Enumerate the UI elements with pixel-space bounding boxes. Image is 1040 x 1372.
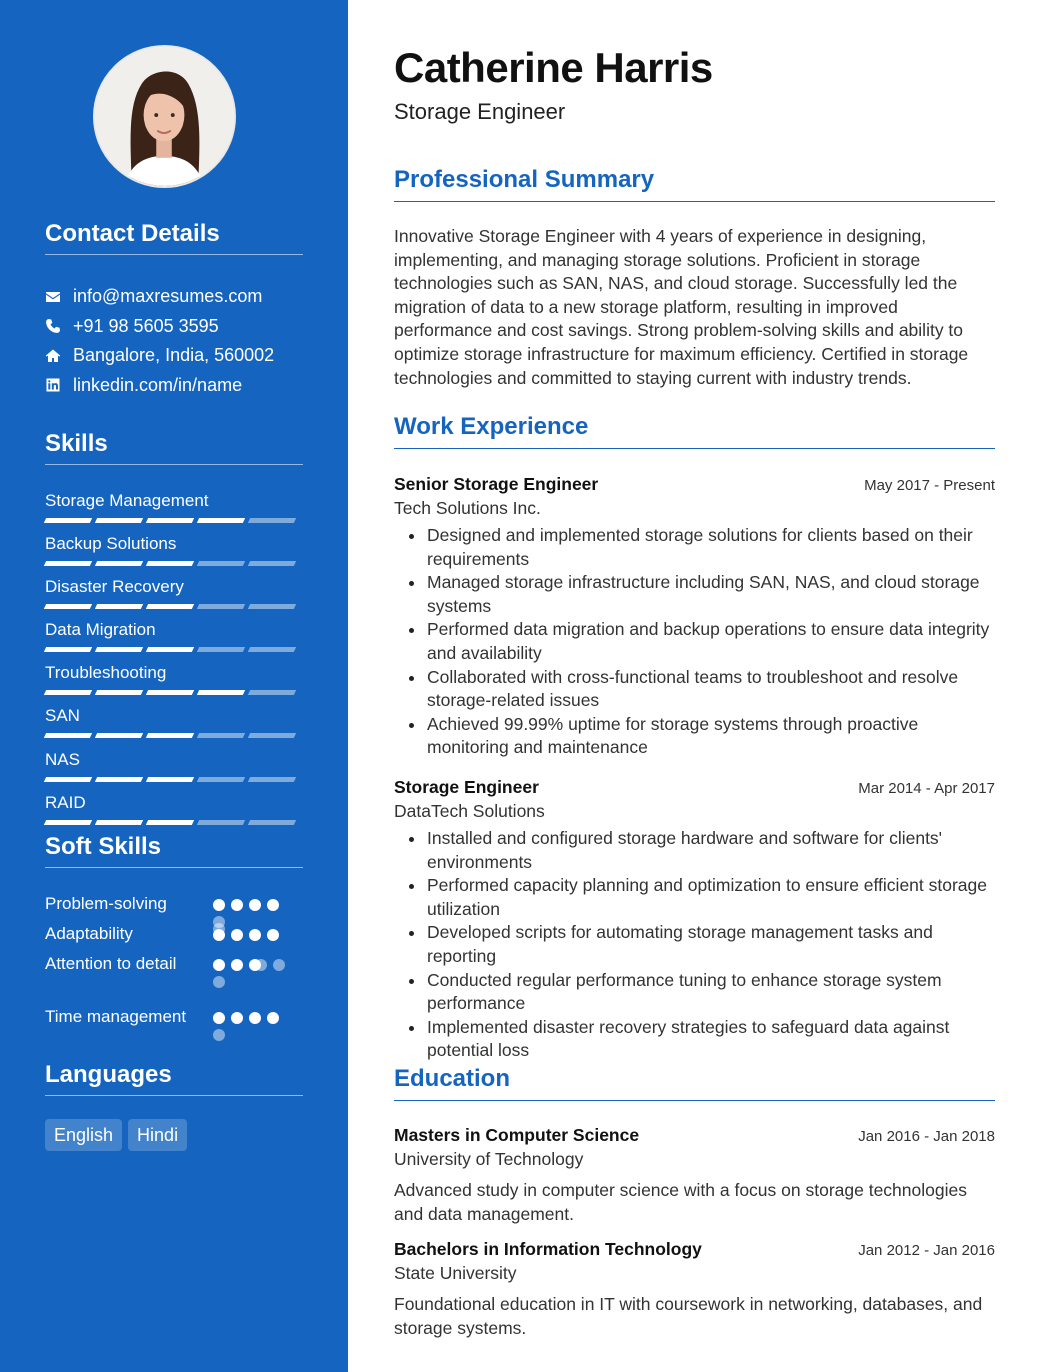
job-bullets	[394, 827, 995, 1063]
soft-skill-rating	[213, 952, 303, 998]
job-bullet: Achieved 99.99% uptime for storage systems through proactive monitoring and maintenance	[394, 713, 995, 760]
contact-email[interactable]	[45, 282, 315, 312]
rating-dot	[213, 923, 225, 935]
rating-dot	[249, 1012, 261, 1024]
skill-level-bar	[45, 647, 303, 652]
rating-dot	[267, 899, 279, 911]
job-bullet: Implemented disaster recovery strategies to safeguard data against potential loss	[394, 1016, 995, 1063]
soft-skill-item	[45, 892, 303, 922]
summary-text: Innovative Storage Engineer with 4 years of experience in designing, implementing, and managing storage solutions. Proficient in storage technologies such as SAN, NAS, and cloud storage. Successfully led the migration of data to a new storage platform, resulting in improved performance and cost savings. Strong problem-solving skills and ability to optimize storage infrastructure for maximum efficiency. Certified in storage technologies and committed to staying current with industry trends.	[394, 226, 969, 388]
skill-level-segment	[44, 690, 92, 695]
skill-label: RAID	[45, 792, 86, 812]
rating-dot	[255, 959, 267, 971]
skills-heading: Skills	[45, 430, 303, 465]
skill-level-segment	[95, 604, 143, 609]
job-dates: Mar 2014 - Apr 2017	[858, 780, 995, 797]
contact-phone[interactable]	[45, 312, 315, 342]
rating-dot	[213, 959, 225, 971]
skill-item	[45, 662, 303, 705]
skill-level-segment	[248, 777, 296, 782]
skill-label: Storage Management	[45, 491, 209, 510]
skill-level-segment	[197, 561, 245, 566]
skill-level-segment	[197, 777, 245, 782]
job-bullet: Managed storage infrastructure including SAN, NAS, and cloud storage systems	[394, 571, 995, 618]
degree-description: Foundational education in IT with coursework in networking, databases, and storage systems.	[394, 1294, 983, 1338]
degree-dates: Jan 2016 - Jan 2018	[858, 1128, 995, 1145]
skill-level-segment	[146, 690, 194, 695]
skill-level-bar	[45, 604, 303, 609]
envelope-icon	[45, 289, 73, 305]
skill-level-segment	[44, 604, 92, 609]
summary-heading: Professional Summary	[394, 166, 995, 202]
skill-level-bar	[45, 518, 303, 523]
sidebar	[0, 0, 348, 1372]
skill-level-segment	[146, 604, 194, 609]
skill-level-segment	[146, 518, 194, 523]
skill-item	[45, 576, 303, 619]
contact-linkedin[interactable]	[45, 371, 315, 401]
home-icon	[45, 348, 73, 364]
skill-level-segment	[197, 647, 245, 652]
job-bullet: Performed capacity planning and optimization to ensure efficient storage utilization	[394, 874, 995, 921]
soft-skills-list	[45, 892, 303, 1060]
skill-level-segment	[197, 820, 245, 825]
skill-level-bar	[45, 690, 303, 695]
skill-level-segment	[95, 561, 143, 566]
job-company: Tech Solutions Inc.	[394, 498, 541, 518]
job-entry	[394, 473, 995, 760]
soft-skill-item	[45, 922, 303, 952]
skill-label: NAS	[45, 749, 80, 769]
language-tag: Hindi	[128, 1119, 187, 1151]
soft-skill-label: Attention to detail	[45, 954, 177, 973]
experience-heading: Work Experience	[394, 413, 995, 449]
job-bullet: Designed and implemented storage solutions for clients based on their requirements	[394, 524, 995, 571]
skill-level-segment	[95, 777, 143, 782]
rating-dot	[273, 959, 285, 971]
job-bullets	[394, 524, 995, 760]
skill-level-segment	[146, 647, 194, 652]
skill-label: Backup Solutions	[45, 534, 177, 554]
skill-level-segment	[44, 561, 92, 566]
job-bullet: Performed data migration and backup operations to ensure data integrity and availability	[394, 618, 995, 665]
skill-level-segment	[95, 518, 143, 523]
job-title: Storage Engineer	[394, 777, 539, 797]
skill-level-segment	[44, 647, 92, 652]
rating-dot	[231, 1012, 243, 1024]
rating-dot	[213, 1012, 225, 1024]
skill-level-segment	[95, 690, 143, 695]
job-bullet: Collaborated with cross-functional teams to troubleshoot and resolve storage-related issues	[394, 666, 995, 713]
job-company: DataTech Solutions	[394, 801, 545, 821]
phone-icon	[45, 318, 73, 334]
skill-level-segment	[146, 561, 194, 566]
soft-skill-item	[45, 1005, 303, 1060]
skill-level-segment	[44, 733, 92, 738]
job-dates: May 2017 - Present	[864, 477, 995, 494]
languages-list	[45, 1119, 187, 1151]
degree-dates: Jan 2012 - Jan 2016	[858, 1242, 995, 1259]
skill-level-bar	[45, 777, 303, 782]
skill-item	[45, 533, 303, 576]
skill-level-segment	[44, 518, 92, 523]
skill-level-segment	[146, 733, 194, 738]
profile-photo-icon	[95, 47, 234, 186]
skill-level-segment	[197, 690, 245, 695]
job-entry	[394, 776, 995, 1063]
skill-label: SAN	[45, 706, 80, 726]
skill-level-segment	[197, 604, 245, 609]
rating-dot	[267, 929, 279, 941]
skill-item	[45, 705, 303, 748]
contact-linkedin-text: linkedin.com/in/name	[73, 374, 243, 395]
soft-skill-label: Time management	[45, 1007, 187, 1026]
education-heading: Education	[394, 1065, 995, 1101]
skill-item	[45, 490, 303, 533]
skills-list	[45, 490, 303, 835]
skill-level-segment	[248, 690, 296, 695]
contact-address-text: Bangalore, India, 560002	[73, 345, 275, 366]
contact-address	[45, 341, 315, 371]
rating-dot	[213, 1029, 225, 1041]
skill-level-segment	[95, 647, 143, 652]
skill-level-segment	[248, 647, 296, 652]
skill-label: Troubleshooting	[45, 663, 167, 683]
skill-level-bar	[45, 733, 303, 738]
skill-level-segment	[248, 518, 296, 523]
rating-dot	[213, 899, 225, 911]
skill-level-segment	[95, 733, 143, 738]
rating-dot	[231, 959, 243, 971]
soft-skill-item	[45, 952, 303, 1005]
rating-dot	[231, 929, 243, 941]
skill-item	[45, 792, 303, 835]
rating-dot	[231, 899, 243, 911]
job-title: Senior Storage Engineer	[394, 474, 599, 494]
job-bullet: Installed and configured storage hardware and software for clients' environments	[394, 827, 995, 874]
contact-list	[45, 282, 315, 400]
education-entry	[394, 1238, 995, 1340]
degree-description: Advanced study in computer science with a focus on storage technologies and data management.	[394, 1180, 967, 1224]
soft-skills-heading: Soft Skills	[45, 833, 303, 868]
contact-heading: Contact Details	[45, 220, 303, 255]
skill-level-segment	[248, 604, 296, 609]
candidate-role: Storage Engineer	[394, 99, 566, 124]
skill-level-segment	[95, 820, 143, 825]
skill-level-segment	[248, 561, 296, 566]
soft-skill-rating	[213, 1005, 303, 1051]
education-entry	[394, 1124, 995, 1226]
candidate-name: Catherine Harris	[394, 44, 713, 91]
skill-level-segment	[146, 777, 194, 782]
soft-skill-label: Adaptability	[45, 924, 133, 943]
skill-level-segment	[197, 518, 245, 523]
soft-skill-label: Problem-solving	[45, 894, 167, 913]
rating-dot	[267, 1012, 279, 1024]
skill-level-segment	[248, 820, 296, 825]
job-bullet: Conducted regular performance tuning to enhance storage system performance	[394, 969, 995, 1016]
skill-level-segment	[197, 733, 245, 738]
skill-level-segment	[248, 733, 296, 738]
rating-dot	[213, 976, 225, 988]
skill-label: Disaster Recovery	[45, 577, 184, 597]
skill-level-segment	[146, 820, 194, 825]
skill-level-segment	[44, 820, 92, 825]
skill-level-bar	[45, 820, 303, 825]
job-bullet: Developed scripts for automating storage management tasks and reporting	[394, 921, 995, 968]
languages-heading: Languages	[45, 1061, 303, 1096]
contact-email-text: info@maxresumes.com	[73, 286, 263, 307]
linkedin-icon	[45, 377, 73, 393]
skill-label: Data Migration	[45, 620, 156, 640]
degree-title: Bachelors in Information Technology	[394, 1239, 702, 1259]
degree-title: Masters in Computer Science	[394, 1125, 640, 1145]
contact-phone-text: +91 98 5605 3595	[73, 315, 219, 336]
skill-level-segment	[44, 777, 92, 782]
school-name: University of Technology	[394, 1149, 584, 1169]
skill-item	[45, 619, 303, 662]
avatar	[93, 45, 236, 188]
school-name: State University	[394, 1263, 517, 1283]
rating-dot	[249, 899, 261, 911]
skill-level-bar	[45, 561, 303, 566]
language-tag: English	[45, 1119, 122, 1151]
rating-dot	[249, 929, 261, 941]
skill-item	[45, 749, 303, 792]
